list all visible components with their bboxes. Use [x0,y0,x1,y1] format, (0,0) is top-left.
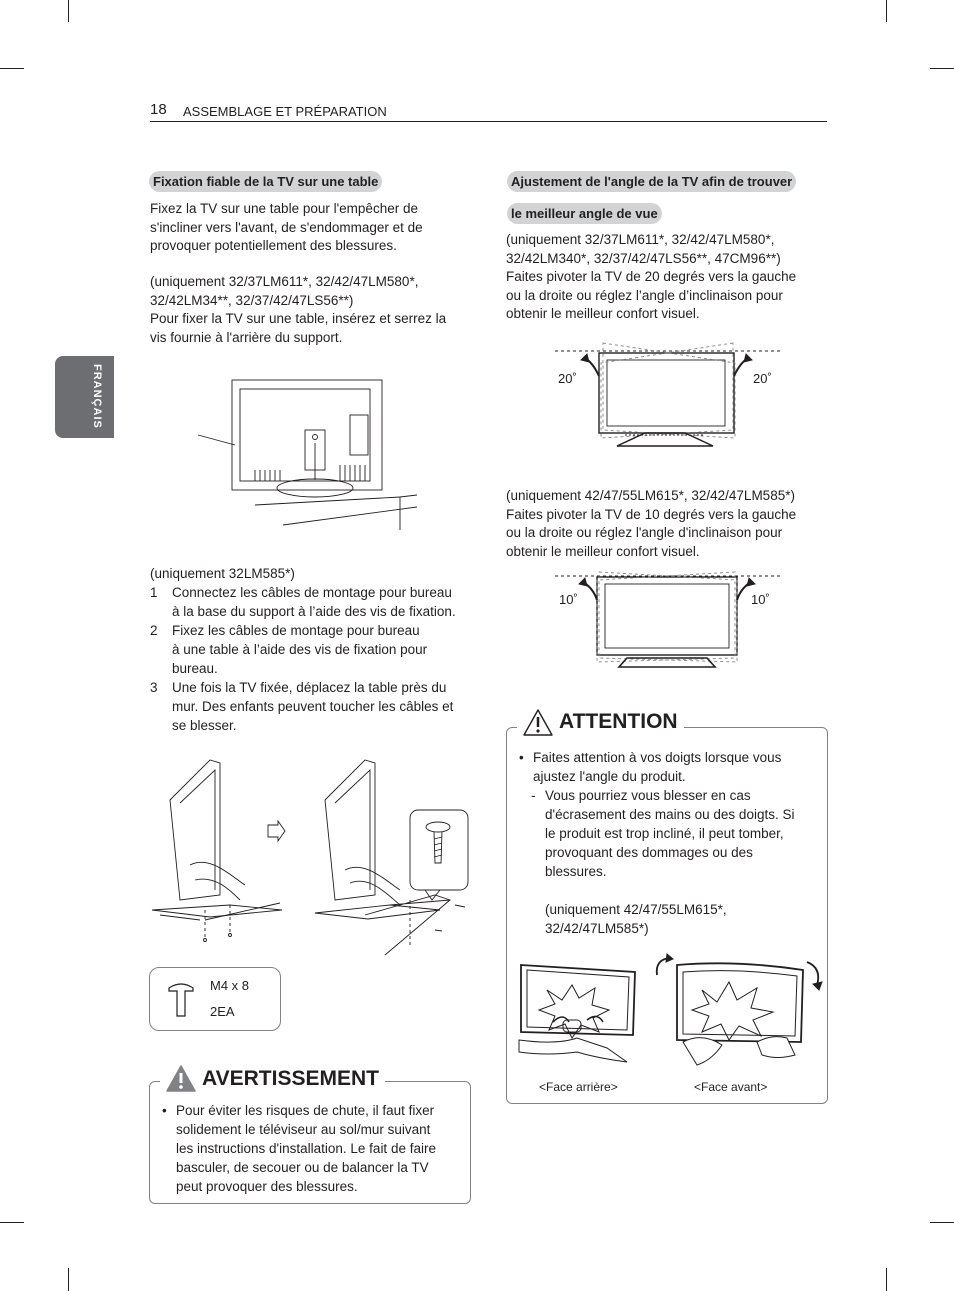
angle-label-right: 10˚ [751,592,770,607]
warning-heading [160,1065,385,1092]
crop-mark [886,1268,887,1291]
crop-mark [930,68,954,69]
paragraph-intro: Fixez la TV sur une table pour l'empêcher de s'incliner vers l'avant, de s'endommager et de provoquer potentiellement des blessures. [150,201,423,253]
list-item: 2 Fixez les câbles de montage pour bureau à une table à l’aide des vis de fixation pour bureau. [150,623,428,676]
section-title: ASSEMBLAGE ET PRÉPARATION [183,104,387,119]
desk-mount-illustration [150,755,475,965]
page-number: 18 [150,101,167,118]
heading-angle-adjust-1: Ajustement de l'angle de la TV afin de trouver [507,171,796,192]
angle-label-left: 20˚ [558,371,577,386]
attention-bullet: • Faites attention à vos doigts lorsque vous ajustez l'angle du produit. [519,750,782,784]
caution-triangle-icon [523,708,553,736]
attention-content [519,748,824,938]
attention-box [506,710,828,1104]
warning-box [149,1066,471,1204]
warning-title: AVERTISSEMENT [202,1066,379,1090]
crop-mark [886,0,887,22]
screw-spec-box [149,967,281,1031]
screw-size: M4 x 8 [210,978,250,993]
attention-heading [517,708,684,736]
swivel-20-illustration [555,338,780,458]
mounting-steps [150,583,480,735]
crop-mark [0,1222,24,1223]
paragraph-swivel-20: (uniquement 32/37LM611*, 32/42/47LM580*, 32/42LM340*, 32/37/42/47LS56**, 47CM96**) Faites pivoter la TV de 20 degrés vers la gauche ou la droite ou réglez l’angle d’inclinaison pour obtenir le meilleur confort visuel. [506,232,797,321]
finger-pinch-illustration [517,960,817,1080]
caption-back: <Face arrière> [539,1080,618,1094]
crop-mark [68,1268,69,1291]
caption-front: <Face avant> [694,1080,768,1094]
tv-on-table-illustration [195,375,420,535]
screw-quantity: 2EA [210,1004,235,1019]
language-tab [55,356,114,438]
screw-icon [168,982,194,1018]
attention-subitem: - Vous pourriez vous blesser en cas d'écrasement des mains ou des doigts. Si le produit est trop incliné, il peut tomber, provoquant des dommages ou des blessures. (uniquement 42/47/55LM615*, 32/42/47LM585*) [531,788,795,936]
language-tab-label: FRANÇAIS [91,364,103,429]
heading-angle-adjust-2: le meilleur angle de vue [507,203,662,224]
heading-table-fixing: Fixation fiable de la TV sur une table [149,171,382,192]
models-32lm585: (uniquement 32LM585*) [150,566,295,581]
crop-mark [930,1222,954,1223]
attention-title: ATTENTION [559,710,678,733]
angle-label-left: 10˚ [559,592,578,607]
swivel-10-illustration [555,570,780,675]
list-item: 3 Une fois la TV fixée, déplacez la table près du mur. Des enfants peuvent toucher les câbles et se blesser. [150,680,454,733]
crop-mark [68,0,69,22]
angle-label-right: 20˚ [753,371,772,386]
warning-triangle-icon [166,1065,196,1092]
list-item: 1 Connectez les câbles de montage pour bureau à la base du support à l’aide des vis de fixation. [150,585,456,619]
header-rule [150,121,827,122]
paragraph-models: (uniquement 32/37LM611*, 32/42/47LM580*, 32/42LM34**, 32/37/42/47LS56**) Pour fixer la TV sur une table, insérez et serrez la vis fournie à l'arrière du support. [150,274,447,345]
crop-mark [0,68,24,69]
warning-bullet: • Pour éviter les risques de chute, il faut fixer solidement le téléviseur au sol/mur suivant les instructions d'installation. Le fait de faire basculer, de secouer ou de balancer la TV peut provoquer des blessures. [162,1103,436,1194]
paragraph-swivel-10: (uniquement 42/47/55LM615*, 32/42/47LM585*) Faites pivoter la TV de 10 degrés vers la gauche ou la droite ou réglez l'angle d'inclinaison pour obtenir le meilleur confort visuel. [506,488,797,559]
